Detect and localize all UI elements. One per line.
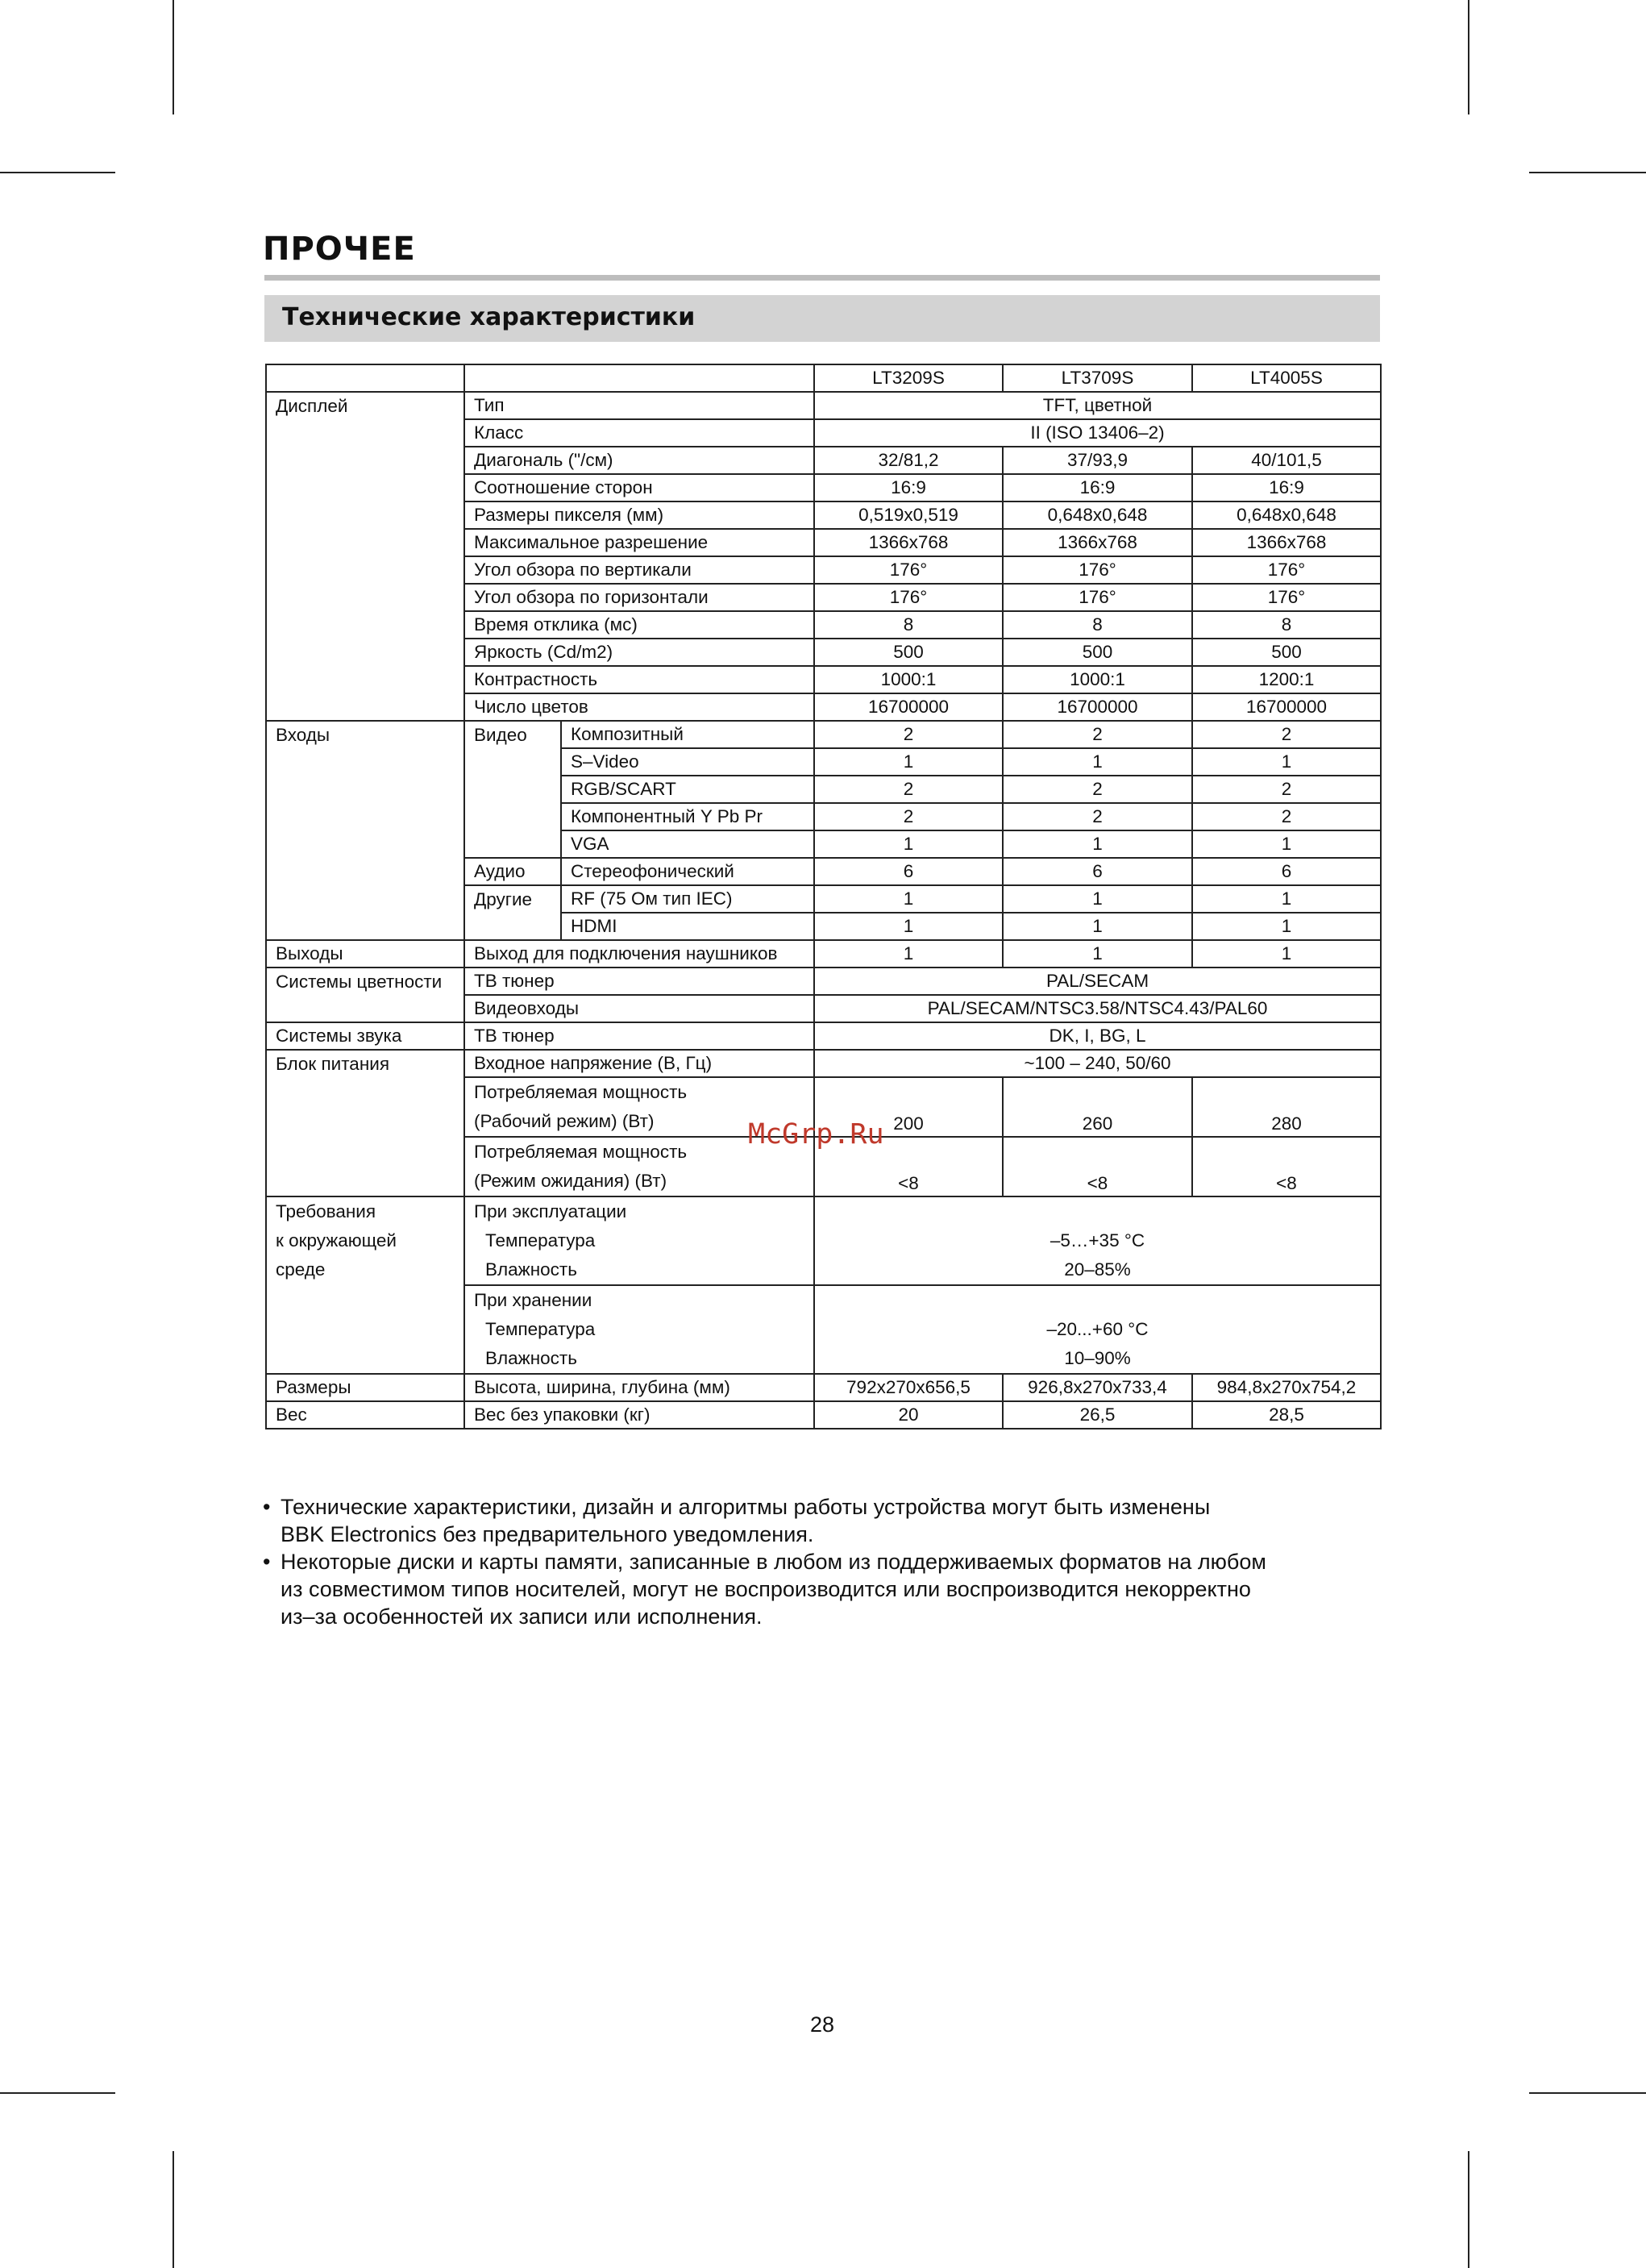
label-line: Температура (485, 1319, 596, 1339)
table-row (266, 1401, 1381, 1429)
row-value: PAL/SECAM (814, 968, 1381, 995)
label-line: среде (276, 1259, 326, 1280)
crop-mark (172, 2151, 174, 2268)
cell: 1200:1 (1192, 666, 1381, 693)
cell: 1 (1003, 940, 1192, 968)
row-label: Контрастность (464, 666, 814, 693)
model-header: LT4005S (1192, 364, 1381, 392)
cell: 37/93,9 (1003, 447, 1192, 474)
row-label: Максимальное разрешение (464, 529, 814, 556)
row-label: Время отклика (мс) (464, 611, 814, 639)
label-line: Температура (485, 1230, 596, 1251)
row-label: Соотношение сторон (464, 474, 814, 501)
model-header: LT3709S (1003, 364, 1192, 392)
row-label: Входное напряжение (В, Гц) (464, 1050, 814, 1077)
cell: 2 (1192, 721, 1381, 748)
group-inputs: Входы (266, 721, 464, 940)
watermark: McGrp.Ru (748, 1118, 884, 1151)
group-environment (266, 1196, 464, 1374)
subgroup-other: Другие (464, 885, 561, 940)
cell: 28,5 (1192, 1401, 1381, 1429)
cell: 176° (814, 556, 1003, 584)
cell: <8 (1003, 1137, 1192, 1196)
cell: 926,8x270x733,4 (1003, 1374, 1192, 1401)
row-label: Высота, ширина, глубина (мм) (464, 1374, 814, 1401)
table-row (266, 968, 1381, 995)
label-line: к окружающей (276, 1230, 397, 1251)
crop-mark (1529, 172, 1646, 173)
label-line: Требования (276, 1201, 376, 1221)
row-label: Видеовходы (464, 995, 814, 1022)
cell: 26,5 (1003, 1401, 1192, 1429)
row-label: VGA (561, 830, 814, 858)
row-label: S–Video (561, 748, 814, 776)
model-header: LT3209S (814, 364, 1003, 392)
cell: 16700000 (814, 693, 1003, 721)
cell: 1 (814, 748, 1003, 776)
cell: 2 (814, 776, 1003, 803)
cell: 16:9 (814, 474, 1003, 501)
cell: 1 (1192, 913, 1381, 940)
cell: 8 (1003, 611, 1192, 639)
cell: 16:9 (1192, 474, 1381, 501)
cell: 1 (1192, 830, 1381, 858)
cell: 2 (1192, 803, 1381, 830)
label-line: Потребляемая мощность (474, 1142, 688, 1162)
section-title: ПРОЧЕЕ (263, 231, 416, 268)
cell: 6 (814, 858, 1003, 885)
cell: 20 (814, 1401, 1003, 1429)
row-value: ~100 – 240, 50/60 (814, 1050, 1381, 1077)
cell: 2 (1003, 776, 1192, 803)
subtitle: Технические характеристики (282, 303, 696, 331)
table-row (266, 1022, 1381, 1050)
note-item (263, 1548, 1391, 1630)
cell: <8 (1192, 1137, 1381, 1196)
row-label: Число цветов (464, 693, 814, 721)
cell: 1 (1192, 748, 1381, 776)
cell: 2 (814, 721, 1003, 748)
cell: 176° (1003, 556, 1192, 584)
label-line: Влажность (485, 1259, 577, 1280)
cell: 0,519x0,519 (814, 501, 1003, 529)
header-empty-cell (266, 364, 464, 392)
cell: 8 (814, 611, 1003, 639)
row-label (464, 1285, 814, 1374)
cell: 8 (1192, 611, 1381, 639)
cell: 792x270x656,5 (814, 1374, 1003, 1401)
value-line: 10–90% (1064, 1348, 1131, 1368)
row-label: Композитный (561, 721, 814, 748)
cell: 1366x768 (814, 529, 1003, 556)
cell: 40/101,5 (1192, 447, 1381, 474)
title-rule (264, 275, 1380, 281)
crop-mark (0, 2092, 115, 2094)
table-row (266, 1196, 1381, 1285)
subtitle-bar (264, 295, 1380, 342)
row-label: Вес без упаковки (кг) (464, 1401, 814, 1429)
cell: 32/81,2 (814, 447, 1003, 474)
group-power: Блок питания (266, 1050, 464, 1196)
notes (263, 1493, 1391, 1630)
spec-table (265, 364, 1382, 1429)
cell: 1 (1003, 830, 1192, 858)
cell: 6 (1192, 858, 1381, 885)
bullet: • (263, 1495, 271, 1519)
label-line: Потребляемая мощность (474, 1082, 688, 1102)
group-color-systems: Системы цветности (266, 968, 464, 1022)
cell: 1 (814, 940, 1003, 968)
row-label: Выход для подключения наушников (464, 940, 814, 968)
group-sound-systems: Системы звука (266, 1022, 464, 1050)
row-value: DK, I, BG, L (814, 1022, 1381, 1050)
cell: 1000:1 (814, 666, 1003, 693)
table-row (266, 1050, 1381, 1077)
value-line: –20...+60 °C (1046, 1319, 1149, 1339)
crop-mark (1529, 2092, 1646, 2094)
cell: 1 (814, 830, 1003, 858)
cell: 16700000 (1192, 693, 1381, 721)
cell: 176° (1192, 556, 1381, 584)
cell: 176° (1192, 584, 1381, 611)
table-row (266, 1374, 1381, 1401)
row-label: HDMI (561, 913, 814, 940)
cell: 2 (1003, 721, 1192, 748)
cell: 16:9 (1003, 474, 1192, 501)
note-line: BBK Electronics без предварительного уведомления. (281, 1522, 814, 1546)
row-label: Компонентный Y Pb Pr (561, 803, 814, 830)
row-label: RF (75 Ом тип IEC) (561, 885, 814, 913)
note-line: из–за особенностей их записи или исполнения. (281, 1604, 763, 1629)
cell: 0,648x0,648 (1003, 501, 1192, 529)
page-number: 28 (810, 2012, 835, 2037)
cell: 16700000 (1003, 693, 1192, 721)
cell: 1 (814, 913, 1003, 940)
cell: 500 (1003, 639, 1192, 666)
label-line: При хранении (474, 1290, 592, 1310)
row-value (814, 1285, 1381, 1374)
row-label: RGB/SCART (561, 776, 814, 803)
table-row (266, 721, 1381, 748)
label-line: При эксплуатации (474, 1201, 627, 1221)
cell: 2 (814, 803, 1003, 830)
cell: 500 (1192, 639, 1381, 666)
row-label: Тип (464, 392, 814, 419)
cell: 984,8x270x754,2 (1192, 1374, 1381, 1401)
row-label: Яркость (Cd/m2) (464, 639, 814, 666)
row-label (464, 1196, 814, 1285)
note-line: из совместимом типов носителей, могут не воспроизводится или воспроизводится некорректно (281, 1577, 1251, 1601)
cell: 6 (1003, 858, 1192, 885)
table-row (266, 392, 1381, 419)
row-label: ТВ тюнер (464, 968, 814, 995)
note-item (263, 1493, 1391, 1548)
crop-mark (172, 0, 174, 114)
label-line: (Рабочий режим) (Вт) (474, 1111, 655, 1131)
row-label: Угол обзора по горизонтали (464, 584, 814, 611)
value-line: 20–85% (1064, 1259, 1131, 1280)
cell: 1000:1 (1003, 666, 1192, 693)
label-line: (Режим ожидания) (Вт) (474, 1171, 667, 1191)
label-line: Влажность (485, 1348, 577, 1368)
cell: 1 (1003, 913, 1192, 940)
cell: 260 (1003, 1077, 1192, 1137)
row-label: Угол обзора по вертикали (464, 556, 814, 584)
cell: 176° (814, 584, 1003, 611)
cell: 1 (1192, 885, 1381, 913)
cell: 1 (814, 885, 1003, 913)
cell: 280 (1192, 1077, 1381, 1137)
value-line: –5…+35 °C (1050, 1230, 1145, 1251)
row-label: Стереофонический (561, 858, 814, 885)
subgroup-video: Видео (464, 721, 561, 858)
group-display: Дисплей (266, 392, 464, 721)
cell: 1 (1003, 885, 1192, 913)
table-header-row (266, 364, 1381, 392)
row-value: PAL/SECAM/NTSC3.58/NTSC4.43/PAL60 (814, 995, 1381, 1022)
cell: 2 (1003, 803, 1192, 830)
row-label: Класс (464, 419, 814, 447)
cell: <8 (814, 1137, 1003, 1196)
crop-mark (1468, 2151, 1469, 2268)
group-outputs: Выходы (266, 940, 464, 968)
cell: 0,648x0,648 (1192, 501, 1381, 529)
cell: 1 (1003, 748, 1192, 776)
crop-mark (1468, 0, 1469, 114)
table-row (266, 940, 1381, 968)
row-label: ТВ тюнер (464, 1022, 814, 1050)
cell: 2 (1192, 776, 1381, 803)
cell: 176° (1003, 584, 1192, 611)
note-line: Технические характеристики, дизайн и алгоритмы работы устройства могут быть изменены (281, 1495, 1211, 1519)
cell: 1 (1192, 940, 1381, 968)
note-line: Некоторые диски и карты памяти, записанные в любом из поддерживаемых форматов на любом (281, 1550, 1266, 1574)
cell: 1366x768 (1192, 529, 1381, 556)
row-value (814, 1196, 1381, 1285)
cell: 200 (814, 1077, 1003, 1137)
row-label: Размеры пикселя (мм) (464, 501, 814, 529)
header-empty-cell (464, 364, 814, 392)
subgroup-audio: Аудио (464, 858, 561, 885)
row-label: Диагональ ("/см) (464, 447, 814, 474)
row-value: TFT, цветной (814, 392, 1381, 419)
group-dimensions: Размеры (266, 1374, 464, 1401)
group-weight: Вес (266, 1401, 464, 1429)
cell: 1366x768 (1003, 529, 1192, 556)
crop-mark (0, 172, 115, 173)
row-value: II (ISO 13406–2) (814, 419, 1381, 447)
cell: 500 (814, 639, 1003, 666)
bullet: • (263, 1550, 271, 1574)
